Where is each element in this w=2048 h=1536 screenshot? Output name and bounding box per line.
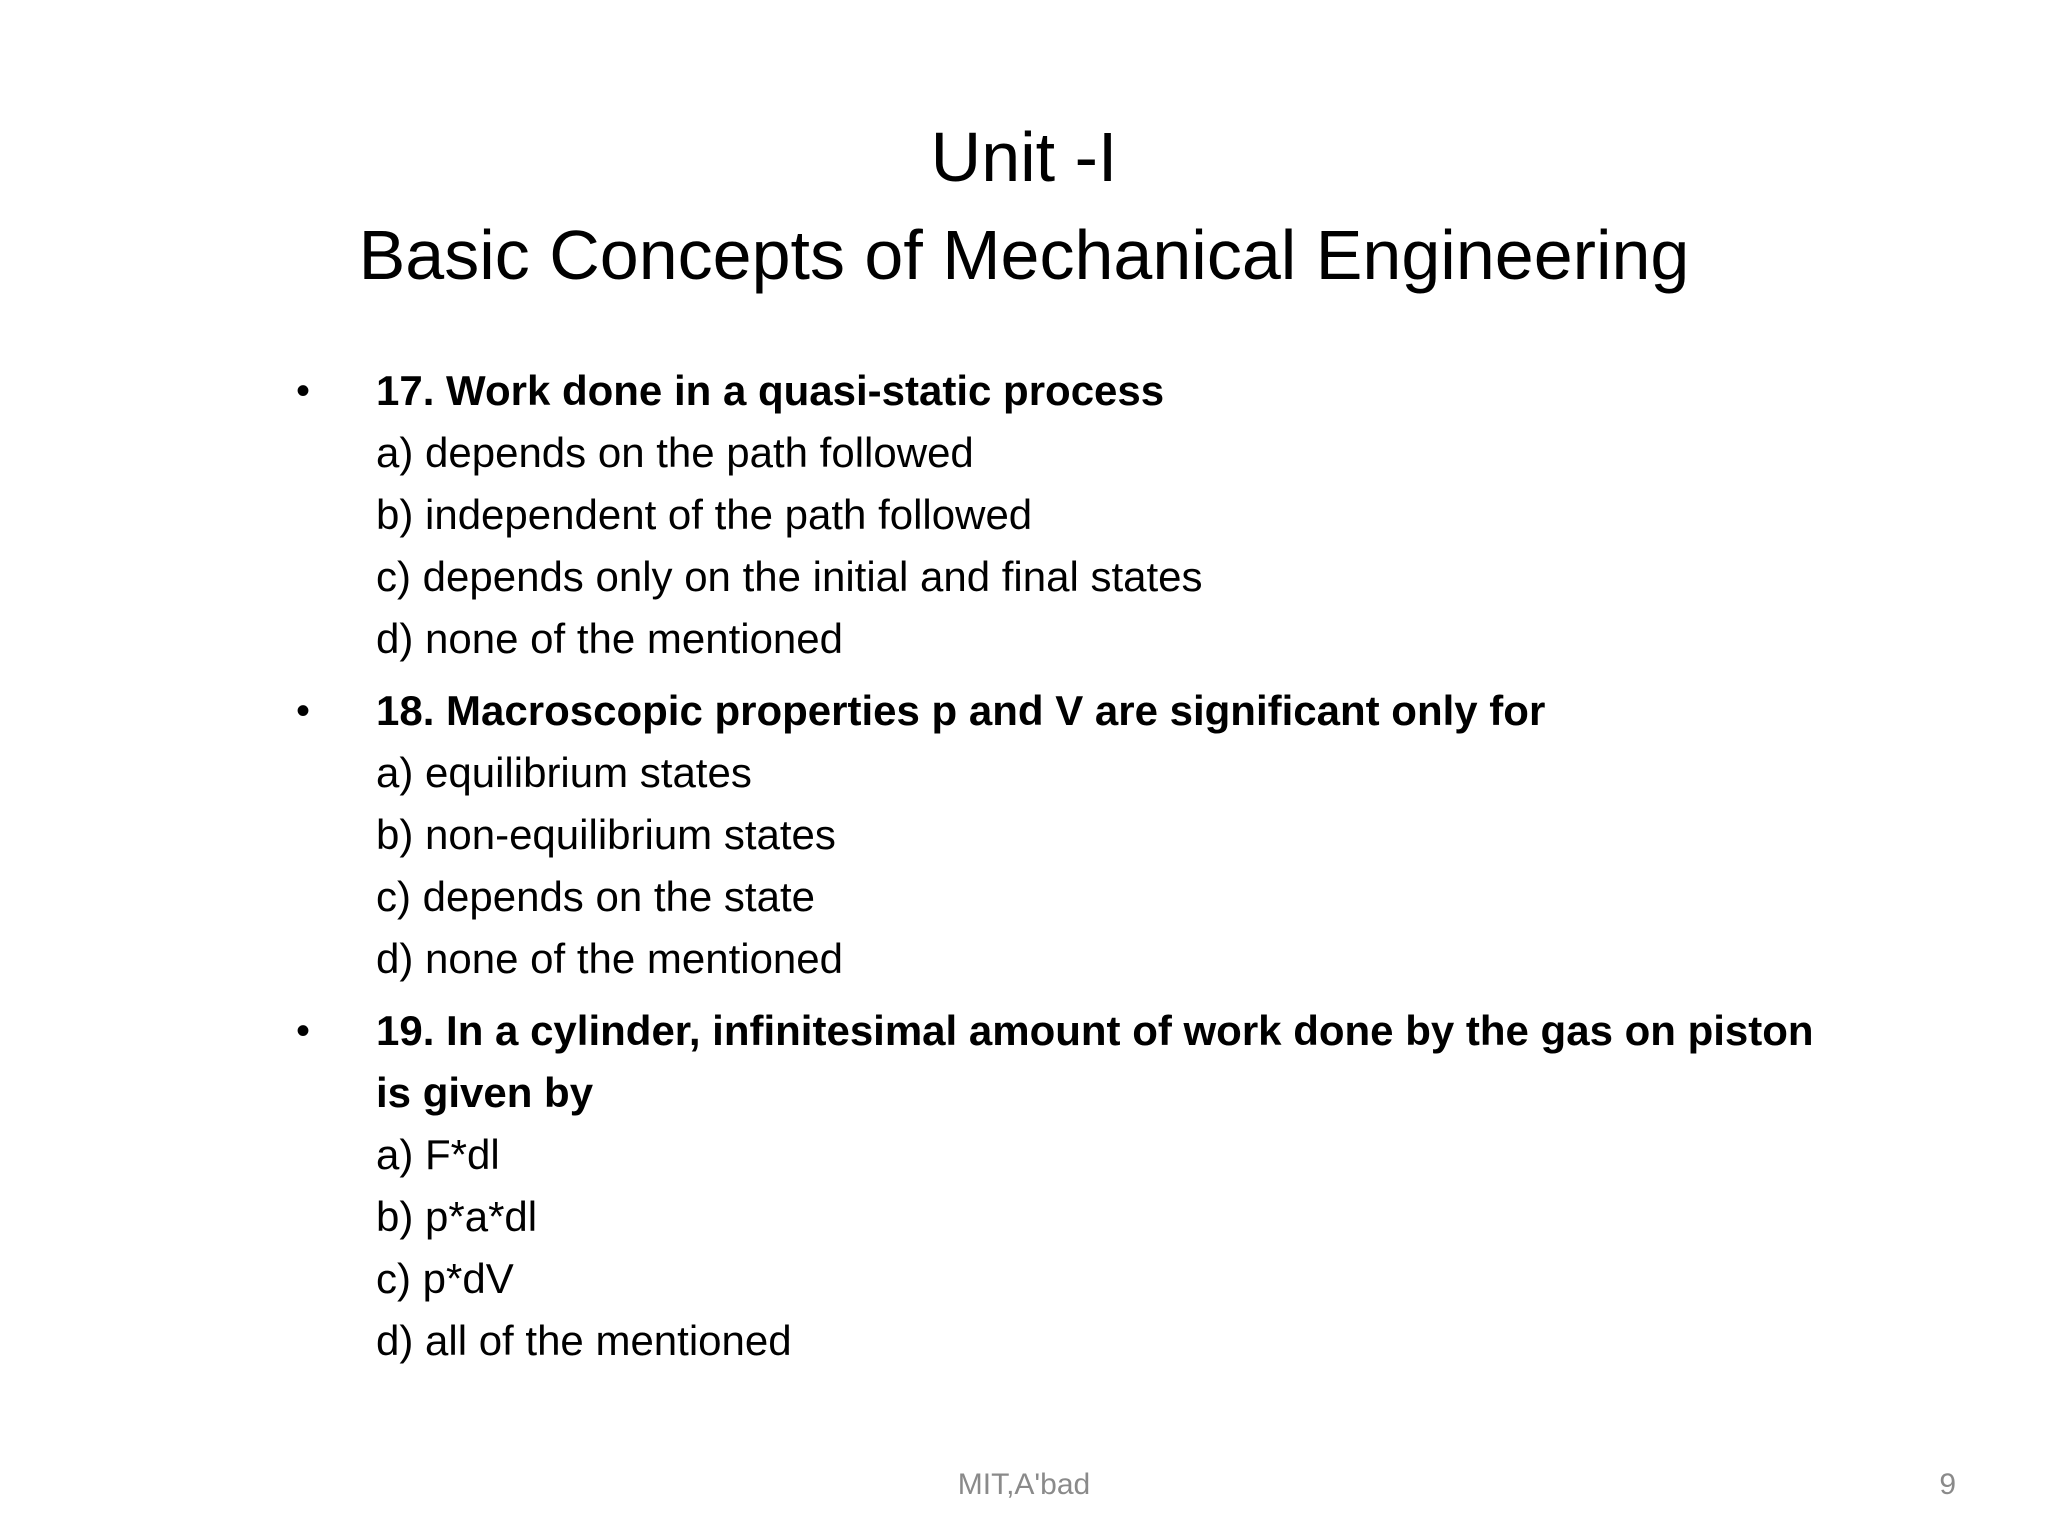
bullet-icon: •: [296, 689, 311, 733]
page-number: 9: [1939, 1468, 1956, 1501]
option-b: b) non-equilibrium states: [376, 811, 836, 858]
option-b: b) p*a*dl: [376, 1193, 538, 1240]
title-line-unit: Unit -I: [930, 118, 1118, 196]
question-item-19: [296, 1000, 1856, 1372]
option-b: b) independent of the path followed: [376, 491, 1033, 538]
question-list: [296, 360, 1856, 1382]
option-c: c) depends on the state: [376, 873, 815, 920]
option-d: d) none of the mentioned: [376, 935, 844, 982]
slide-title: [0, 108, 2048, 304]
question-item-18: [296, 680, 1856, 990]
footer-institution: MIT,A'bad: [957, 1468, 1091, 1501]
question-item-17: [296, 360, 1856, 670]
option-d: d) none of the mentioned: [376, 615, 844, 662]
question-text: 19. In a cylinder, infinitesimal amount of work done by the gas on piston is given by: [376, 1007, 1814, 1116]
bullet-icon: •: [296, 1009, 311, 1053]
option-a: a) depends on the path followed: [376, 429, 974, 476]
option-c: c) p*dV: [376, 1255, 514, 1302]
question-text: 18. Macroscopic properties p and V are significant only for: [376, 687, 1546, 734]
option-a: a) equilibrium states: [376, 749, 752, 796]
bullet-icon: •: [296, 369, 311, 413]
option-d: d) all of the mentioned: [376, 1317, 792, 1364]
title-line-subject: Basic Concepts of Mechanical Engineering: [358, 216, 1690, 294]
option-a: a) F*dl: [376, 1131, 500, 1178]
question-text: 17. Work done in a quasi-static process: [376, 367, 1165, 414]
option-c: c) depends only on the initial and final states: [376, 553, 1203, 600]
